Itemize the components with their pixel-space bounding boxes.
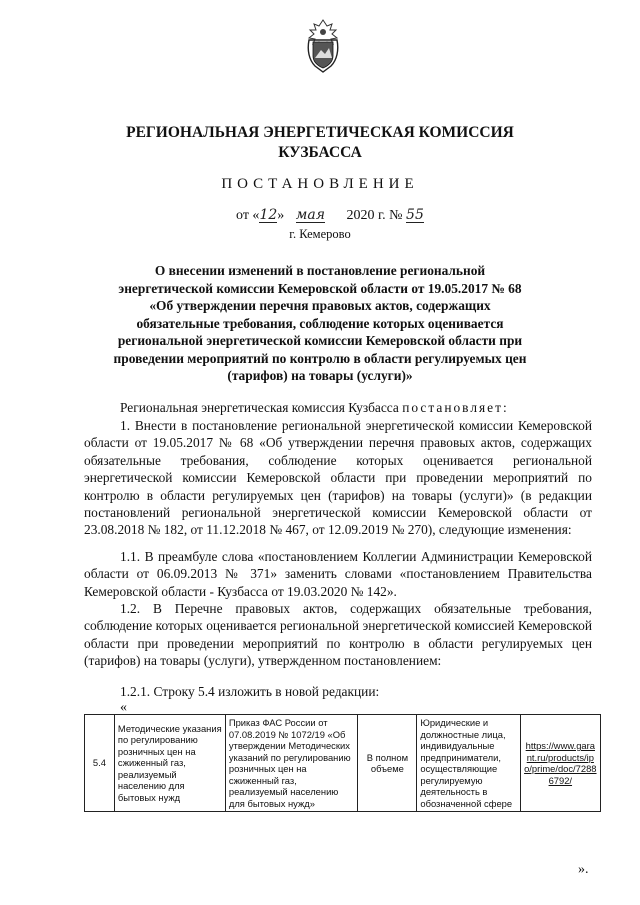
org-name-line1: РЕГИОНАЛЬНАЯ ЭНЕРГЕТИЧЕСКАЯ КОМИССИЯ (126, 124, 514, 141)
row-link-text[interactable]: https://www.garant.ru/products/ipo/prime/doc/72886792/ (524, 740, 597, 786)
coat-of-arms-icon (303, 18, 343, 74)
doc-number-handwritten: 55 (406, 207, 424, 223)
amendment-table (84, 714, 601, 812)
date-day-handwritten: 12 (259, 207, 278, 223)
quote-open: « (120, 700, 127, 715)
paragraph-1-1: 1.1. В преамбуле слова «постановлением Коллегии Администрации Кемеровской области от 06.09.2013 № 371» заменить словами «постановлением Правительства Кемеровской области - Кузбасса от 19.03.2020 № 142». (84, 549, 592, 599)
org-name-line2: КУЗБАССА (278, 144, 362, 161)
paragraph-1: 1. Внести в постановление региональной энергетической комиссии Кемеровской области от 19.05.2017 № 68 «Об утверждении перечня правовых актов, содержащих обязательные требования, соблюдение которых оценивается региональной энергетической комиссии Кемеровской области при проведении мероприятий по контролю в области регулируемых цен (тарифов) на товары (услуги)» (в редакции постановлений региональной энергетической комиссии Кемеровской области от 23.08.2018 № 182, от 11.12.2018 № 467, от 12.09.2019 № 270), следующие изменения: (84, 418, 592, 538)
row-scope: В полном объеме (358, 715, 417, 812)
row-link[interactable] (520, 715, 600, 812)
row-number: 5.4 (85, 715, 115, 812)
quote-close: ». (578, 862, 589, 877)
document-subject: О внесении изменений в постановление региональной энергетической комиссии Кемеровской области от 19.05.2017 № 68 «Об утверждении перечня правовых актов, содержащих обязательные требования, соблюдение которых оценивается региональной энергетической комиссии Кемеровской области при проведении мероприятий по контролю в области регулируемых цен (тарифов) на товары (услуги)» (113, 263, 527, 383)
date-month-handwritten: мая (295, 207, 325, 223)
city: г. Кемерово (289, 227, 351, 241)
row-subjects: Юридические и должностные лица, индивидуальные предприниматели, осуществляющие регулируемую деятельность в обозначенной сфере (417, 715, 520, 812)
date-year: 2020 г. № (346, 208, 403, 223)
date-mid: » (277, 208, 285, 223)
document-type: ПОСТАНОВЛЕНИЕ (221, 176, 419, 192)
paragraph-1-2-1: 1.2.1. Строку 5.4 изложить в новой редакции: (120, 684, 380, 699)
intro-paragraph (84, 399, 592, 416)
intro-text: Региональная энергетическая комиссия Кузбасса (120, 400, 403, 415)
date-prefix: от « (236, 208, 260, 223)
paragraph-1-2: 1.2. В Перечне правовых актов, содержащих обязательные требования, соблюдение которых оценивается региональной энергетической комиссией Кемеровской области при проведении мероприятий по контролю в области регулируемых цен (тарифов) на товары (услуги), утвержденном постановлением: (84, 601, 592, 669)
date-line (236, 208, 424, 224)
row-legal-act: Приказ ФАС России от 07.08.2019 № 1072/19 «Об утверждении Методических указаний по регулированию розничных цен на сжиженный газ, реализуемый населению для бытовых нужд» (225, 715, 358, 812)
row-document-name: Методические указания по регулированию розничных цен на сжиженный газ, реализуемый населению для бытовых нужд (114, 715, 225, 812)
intro-resolves: постановляет: (402, 400, 509, 415)
table-row (85, 715, 601, 812)
